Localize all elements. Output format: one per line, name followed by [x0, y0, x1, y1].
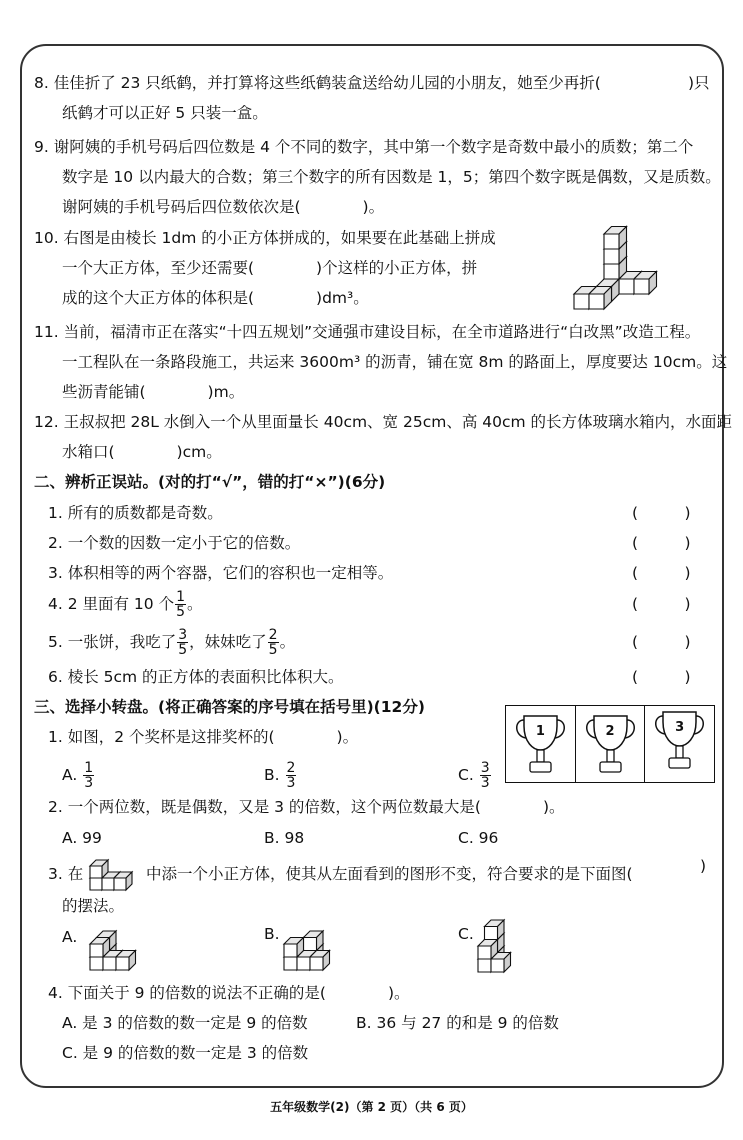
s3-q3-line2: 的摆法。 — [62, 897, 125, 915]
page-footer: 五年级数学(2)（第 2 页）（共 6 页） — [270, 1100, 473, 1114]
s2-item-6: 6. 棱长 5cm 的正方体的表面积比体积大。 — [48, 668, 344, 686]
cube-face — [478, 946, 491, 959]
trophy-number: 3 — [675, 720, 685, 735]
q8-line1: 8. 佳佳折了 23 只纸鹤，并打算将这些纸鹤装盒送给幼儿园的小朋友，她至少再折( — [34, 74, 601, 92]
s2-item-2: 2. 一个数的因数一定小于它的倍数。 — [48, 534, 301, 552]
cube-face — [90, 866, 102, 878]
cube-face — [574, 294, 589, 309]
cube-face — [589, 294, 604, 309]
s2-answer-4[interactable]: ( ) — [632, 595, 691, 613]
s3-q4-option-c[interactable]: C. 是 9 的倍数的数一定是 3 的倍数 — [62, 1044, 309, 1062]
cube-face — [478, 959, 491, 972]
s2-answer-6[interactable]: ( ) — [632, 668, 691, 686]
q11-line3: 些沥青能铺( )m。 — [62, 383, 245, 401]
s3-q1-option-b[interactable]: B. $\frac{2}{3}$ — [264, 760, 296, 791]
q11-line2: 一工程队在一条路段施工，共运来 3600m³ 的沥青，铺在宽 8m 的路面上，厚度要达 10cm。这 — [62, 353, 728, 371]
s2-item-1: 1. 所有的质数都是奇数。 — [48, 504, 223, 522]
q8-line2: 纸鹤才可以正好 5 只装一盒。 — [62, 104, 268, 122]
q11-line1: 11. 当前，福清市正在落实“十四五规划”交通强市建设目标，在全市道路进行“白改黑”改造工程。 — [34, 323, 701, 341]
cube-face — [604, 249, 619, 264]
q3-option-a-cubes — [86, 920, 156, 972]
fraction: $\frac{3}{5}$ — [178, 627, 188, 658]
s3-q4-option-b[interactable]: B. 36 与 27 的和是 9 的倍数 — [356, 1014, 559, 1032]
trophy-icon — [576, 706, 645, 782]
q9-line2: 数字是 10 以内最大的合数；第三个数字的所有因数是 1，5；第四个数字既是偶数，又是质数。 — [62, 168, 721, 186]
q10-cube-figure — [560, 214, 690, 314]
cube-face — [90, 878, 102, 890]
cube-face — [619, 279, 634, 294]
cube-face — [297, 957, 310, 970]
cube-face — [90, 957, 103, 970]
s3-q4-text: 4. 下面关于 9 的倍数的说法不正确的是( )。 — [48, 984, 410, 1002]
s2-answer-5[interactable]: ( ) — [632, 633, 691, 651]
trophy-cell — [506, 706, 576, 782]
cube-face — [634, 279, 649, 294]
cube-face — [116, 957, 129, 970]
trophy-number: 2 — [605, 724, 615, 739]
fraction: $\frac{2}{5}$ — [268, 627, 278, 658]
s2-answer-1[interactable]: ( ) — [632, 504, 691, 522]
cube-face — [310, 957, 323, 970]
s3-q2-text: 2. 一个两位数，既是偶数，又是 3 的倍数，这个两位数最大是( )。 — [48, 798, 565, 816]
s3-q4-option-a[interactable]: A. 是 3 的倍数的数一定是 9 的倍数 — [62, 1014, 308, 1032]
cube-face — [485, 927, 498, 940]
s3-q3-option-b[interactable]: B. — [264, 925, 280, 943]
trophy-icon — [506, 706, 575, 782]
s3-q3-option-a[interactable]: A. — [62, 928, 78, 946]
s3-q1-option-a[interactable]: A. $\frac{1}{3}$ — [62, 760, 94, 791]
trophy-number: 1 — [535, 724, 545, 739]
cube-face — [103, 957, 116, 970]
q10-line3: 成的这个大正方体的体积是( )dm³。 — [62, 289, 369, 307]
section2-title: 二、辨析正误站。(对的打“√”，错的打“×”)(6分) — [34, 473, 386, 491]
q12-line2: 水箱口( )cm。 — [62, 443, 222, 461]
cube-face — [102, 878, 114, 890]
s2-item-4: 4. 2 里面有 10 个 $\frac{1}{5}$ 。 — [48, 589, 203, 620]
s3-q2-option-a[interactable]: A. 99 — [62, 829, 102, 847]
q3-cube-figure — [88, 852, 144, 892]
cube-face — [604, 234, 619, 249]
q9-line3: 谢阿姨的手机号码后四位数依次是( )。 — [62, 198, 385, 216]
s2-answer-3[interactable]: ( ) — [632, 564, 691, 582]
cube-face — [304, 938, 317, 951]
s3-q1-text: 1. 如图，2 个奖杯是这排奖杯的( )。 — [48, 728, 359, 746]
s3-q3-option-c[interactable]: C. — [458, 925, 474, 943]
s2-answer-2[interactable]: ( ) — [632, 534, 691, 552]
q9-line1: 9. 谢阿姨的手机号码后四位数是 4 个不同的数字，其中第一个数字是奇数中最小的质数；第二个 — [34, 138, 694, 156]
cube-face — [491, 959, 504, 972]
s3-q2-option-b[interactable]: B. 98 — [264, 829, 305, 847]
q8-line1-end: )只 — [688, 74, 710, 92]
s3-q3-post: 中添一个小正方体，使其从左面看到的图形不变，符合要求的是下面图( — [146, 865, 633, 883]
s3-q3-end: ) — [700, 857, 707, 875]
section3-title: 三、选择小转盘。(将正确答案的序号填在括号里)(12分) — [34, 698, 425, 716]
q3-option-c-cubes — [470, 918, 540, 974]
q12-line1: 12. 王叔叔把 28L 水倒入一个从里面量长 40cm、宽 25cm、高 40cm 的长方体玻璃水箱内，水面距 — [34, 413, 733, 431]
trophy-icon — [645, 706, 714, 782]
cube-face — [284, 944, 297, 957]
fraction: $\frac{1}{3}$ — [84, 760, 94, 791]
s3-q3-pre: 3. 在 — [48, 865, 84, 883]
fraction: $\frac{1}{5}$ — [176, 589, 186, 620]
cube-face — [284, 957, 297, 970]
q3-option-b-cubes — [280, 920, 350, 972]
cube-face — [604, 264, 619, 279]
cube-face — [90, 944, 103, 957]
fraction: $\frac{3}{3}$ — [480, 760, 490, 791]
s2-item-3: 3. 体积相等的两个容器，它们的容积也一定相等。 — [48, 564, 394, 582]
s3-q1-option-c[interactable]: C. $\frac{3}{3}$ — [458, 760, 490, 791]
cube-face — [114, 878, 126, 890]
trophy-figure — [505, 705, 715, 783]
trophy-cell — [645, 706, 714, 782]
fraction: $\frac{2}{3}$ — [286, 760, 296, 791]
s2-item-5: 5. 一张饼，我吃了 $\frac{3}{5}$ ，妹妹吃了 $\frac{2}{5}$ 。 — [48, 627, 296, 658]
q10-line1: 10. 右图是由棱长 1dm 的小正方体拼成的，如果要在此基础上拼成 — [34, 229, 496, 247]
s3-q2-option-c[interactable]: C. 96 — [458, 829, 499, 847]
trophy-cell — [576, 706, 646, 782]
q10-line2: 一个大正方体，至少还需要( )个这样的小正方体，拼 — [62, 259, 478, 277]
